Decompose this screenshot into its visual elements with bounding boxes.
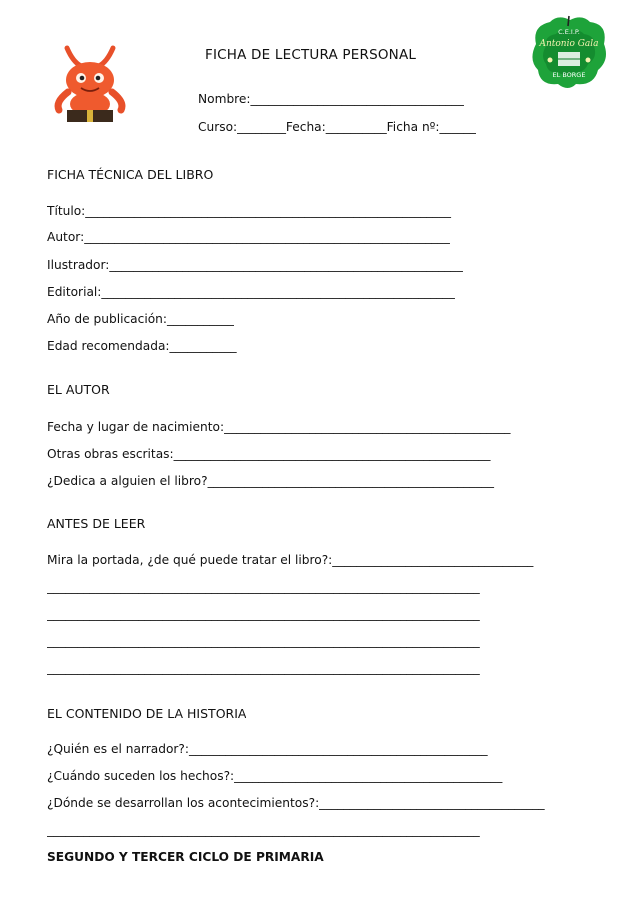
otras-obras-field[interactable]: Otras obras escritas:____________________________________________________ bbox=[47, 447, 491, 461]
nombre-field[interactable]: Nombre:___________________________________ bbox=[198, 92, 464, 106]
blank-line[interactable]: _______________________________________________________________________ bbox=[47, 823, 480, 837]
anio-field[interactable]: Año de publicación:___________ bbox=[47, 312, 235, 326]
logo-line3: EL BORGE bbox=[552, 71, 586, 79]
page-title: FICHA DE LECTURA PERSONAL bbox=[205, 47, 417, 63]
titulo-field[interactable]: Título:____________________________________________________________ bbox=[47, 204, 451, 218]
blank-line[interactable]: _______________________________________________________________________ bbox=[47, 580, 480, 594]
dedica-field[interactable]: ¿Dedica a alguien el libro?_______________________________________________ bbox=[47, 474, 494, 488]
antes-de-leer-heading: ANTES DE LEER bbox=[47, 516, 146, 531]
ficha-tecnica-heading: FICHA TÉCNICA DEL LIBRO bbox=[47, 167, 214, 182]
logo-line1: C.E.I.P. bbox=[558, 28, 580, 36]
editorial-field[interactable]: Editorial:__________________________________________________________ bbox=[47, 285, 455, 299]
blank-line[interactable]: _______________________________________________________________________ bbox=[47, 634, 480, 648]
nacimiento-field[interactable]: Fecha y lugar de nacimiento:_______________________________________________ bbox=[47, 420, 511, 434]
ilustrador-field[interactable]: Ilustrador:__________________________________________________________ bbox=[47, 258, 463, 272]
donde-field[interactable]: ¿Dónde se desarrollan los acontecimientos?:_____________________________________ bbox=[47, 796, 545, 810]
school-logo bbox=[528, 14, 610, 90]
edad-field[interactable]: Edad recomendada:___________ bbox=[47, 339, 237, 353]
logo-line2: Antonio Gala bbox=[539, 39, 599, 49]
blank-line[interactable]: _______________________________________________________________________ bbox=[47, 607, 480, 621]
portada-field[interactable]: Mira la portada, ¿de qué puede tratar el libro?:_________________________________ bbox=[47, 553, 534, 567]
narrador-field[interactable]: ¿Quién es el narrador?:_________________________________________________ bbox=[47, 742, 488, 756]
curso-fecha-field[interactable]: Curso:________Fecha:__________Ficha nº:______ bbox=[198, 120, 477, 134]
ciclo-label: SEGUNDO Y TERCER CICLO DE PRIMARIA bbox=[47, 850, 324, 864]
el-autor-heading: EL AUTOR bbox=[47, 382, 110, 397]
blank-line[interactable]: _______________________________________________________________________ bbox=[47, 661, 480, 675]
cuando-field[interactable]: ¿Cuándo suceden los hechos?:____________________________________________ bbox=[47, 769, 503, 783]
contenido-heading: EL CONTENIDO DE LA HISTORIA bbox=[47, 706, 247, 721]
autor-field[interactable]: Autor:____________________________________________________________ bbox=[47, 230, 450, 244]
red-character-icon bbox=[37, 40, 142, 132]
